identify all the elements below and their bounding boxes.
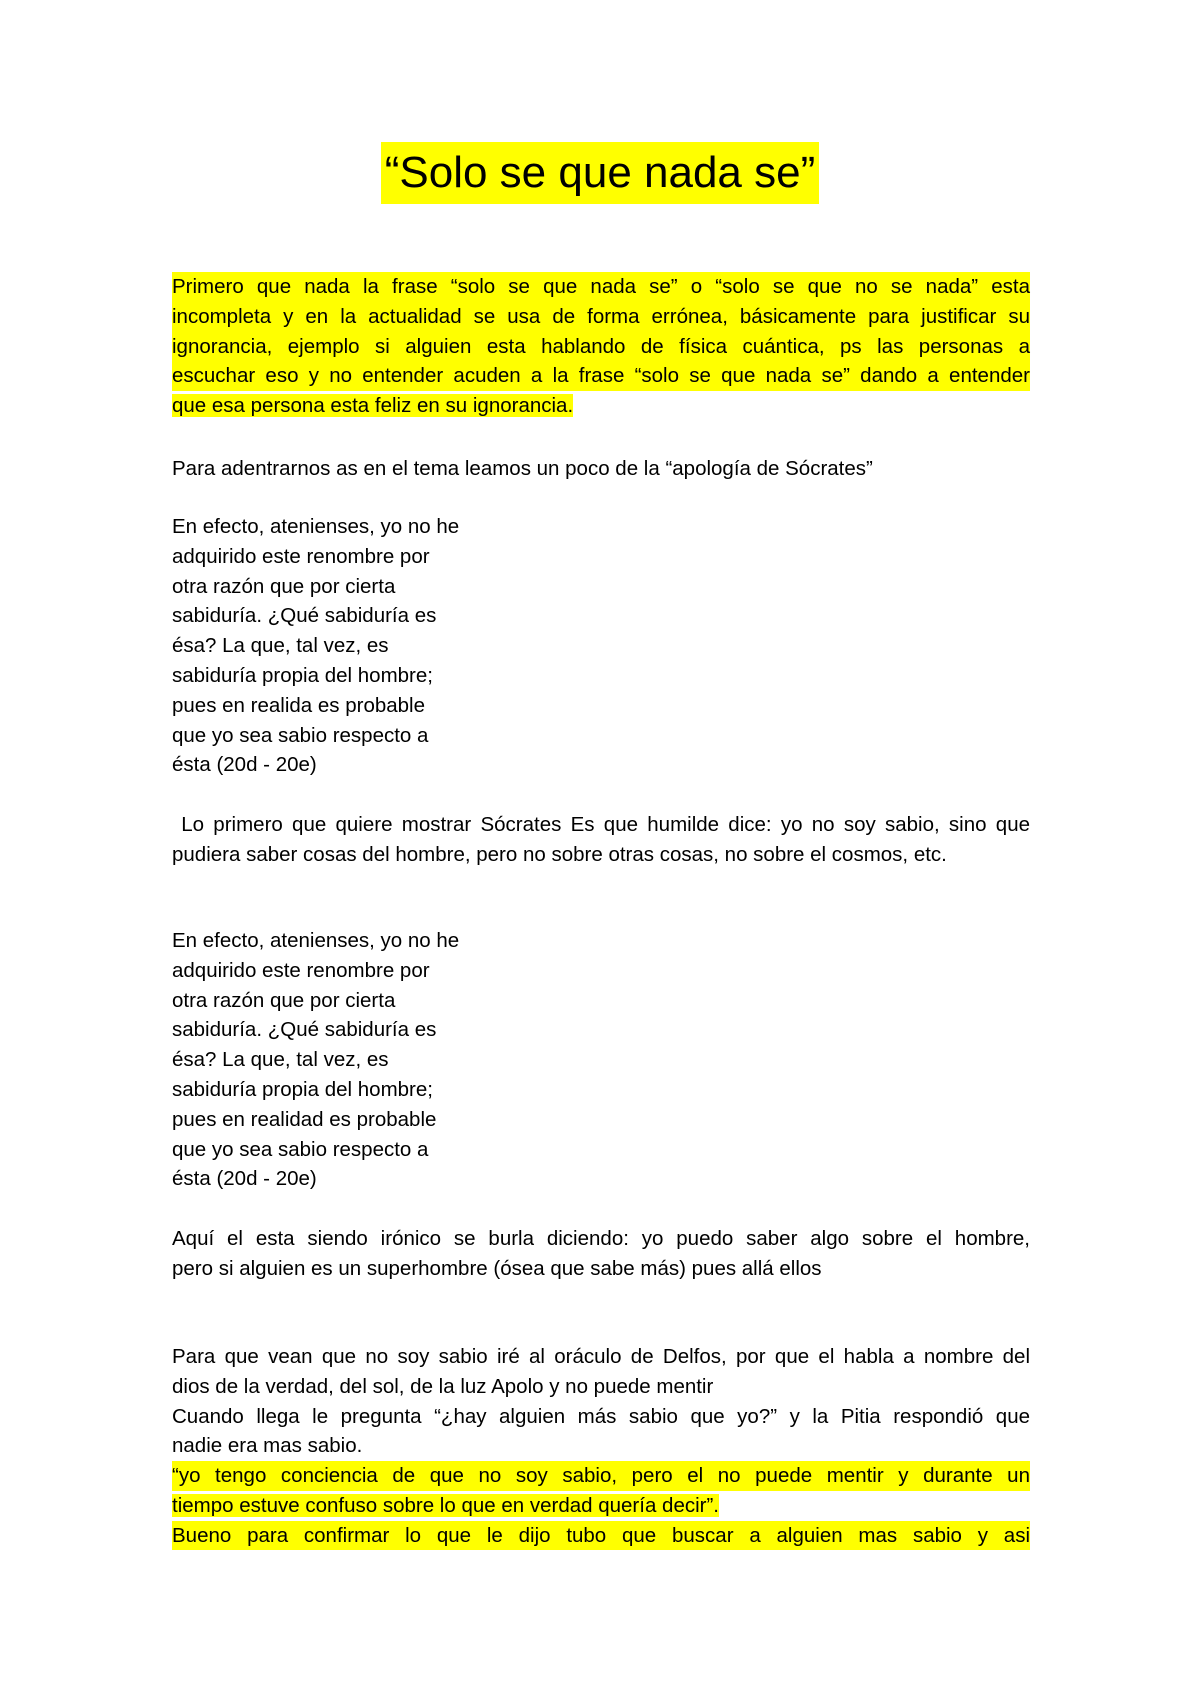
intro-line: que esa persona esta feliz en su ignorancia. — [172, 394, 574, 418]
highlight-line: tiempo estuve confuso sobre lo que en verdad quería decir”. — [172, 1493, 719, 1517]
quote-line: sabiduría propia del hombre; — [172, 663, 433, 687]
quote-line: En efecto, atenienses, yo no he — [172, 929, 460, 952]
oracle-line: Para que vean que no soy sabio iré al oráculo de Delfos, por que el habla a nombre del — [172, 1345, 1030, 1368]
quote-line: En efecto, atenienses, yo no he — [172, 515, 460, 538]
highlight-line: “yo tengo conciencia de que no soy sabio, pero el no puede mentir y durante un — [172, 1461, 1030, 1491]
oracle-line: Cuando llega le pregunta “¿hay alguien más sabio que yo?” y la Pitia respondió que — [172, 1404, 1030, 1428]
intro-line: incompleta y en la actualidad se usa de forma errónea, básicamente para justificar su — [172, 302, 1030, 332]
quote-line: otra razón que por cierta — [172, 574, 396, 598]
intro-line: Primero que nada la frase “solo se que nada se” o “solo se que no se nada” esta — [172, 272, 1030, 302]
oracle-paragraph — [172, 1342, 1030, 1461]
quote-two — [172, 926, 1030, 1194]
quote-line: sabiduría. ¿Qué sabiduría es — [172, 604, 437, 628]
quote-line: que yo sea sabio respecto a — [172, 723, 429, 747]
comment-one — [172, 810, 1030, 870]
quote-one — [172, 512, 1030, 780]
quote-line: ésta (20d - 20e) — [172, 753, 317, 777]
highlight-paragraph — [172, 1461, 1030, 1550]
quote-line: adquirido este renombre por — [172, 958, 430, 982]
comment-two — [172, 1224, 1030, 1284]
apologia-intro — [172, 454, 1030, 484]
comment-line: Aquí el esta siendo irónico se burla diciendo: yo puedo saber algo sobre el hombre, — [172, 1227, 1030, 1250]
quote-line: sabiduría. ¿Qué sabiduría es — [172, 1018, 437, 1042]
intro-line: ignorancia, ejemplo si alguien esta hablando de física cuántica, ps las personas a — [172, 332, 1030, 362]
comment-line: pudiera saber cosas del hombre, pero no sobre otras cosas, no sobre el cosmos, etc. — [172, 842, 947, 866]
apologia-intro-text: Para adentrarnos as en el tema leamos un poco de la “apología de Sócrates” — [172, 457, 873, 480]
quote-line: ésta (20d - 20e) — [172, 1167, 317, 1191]
title-container — [0, 142, 1200, 204]
intro-line: escuchar eso y no entender acuden a la frase “solo se que nada se” dando a entender — [172, 361, 1030, 391]
intro-paragraph — [172, 272, 1030, 421]
comment-line: Lo primero que quiere mostrar Sócrates Es que humilde dice: yo no soy sabio, sino que — [172, 813, 1030, 836]
oracle-line: nadie era mas sabio. — [172, 1434, 363, 1458]
quote-line: sabiduría propia del hombre; — [172, 1077, 433, 1101]
quote-line: ésa? La que, tal vez, es — [172, 1048, 389, 1072]
quote-line: pues en realida es probable — [172, 693, 426, 717]
quote-line: que yo sea sabio respecto a — [172, 1137, 429, 1161]
quote-line: pues en realidad es probable — [172, 1107, 437, 1131]
quote-line: otra razón que por cierta — [172, 988, 396, 1012]
comment-line: pero si alguien es un superhombre (ósea que sabe más) pues allá ellos — [172, 1256, 822, 1280]
oracle-line: dios de la verdad, del sol, de la luz Apolo y no puede mentir — [172, 1374, 714, 1398]
quote-line: ésa? La que, tal vez, es — [172, 634, 389, 658]
document-title: “Solo se que nada se” — [381, 142, 820, 204]
highlight-line: Bueno para confirmar lo que le dijo tubo que buscar a alguien mas sabio y asi — [172, 1521, 1030, 1551]
quote-line: adquirido este renombre por — [172, 544, 430, 568]
